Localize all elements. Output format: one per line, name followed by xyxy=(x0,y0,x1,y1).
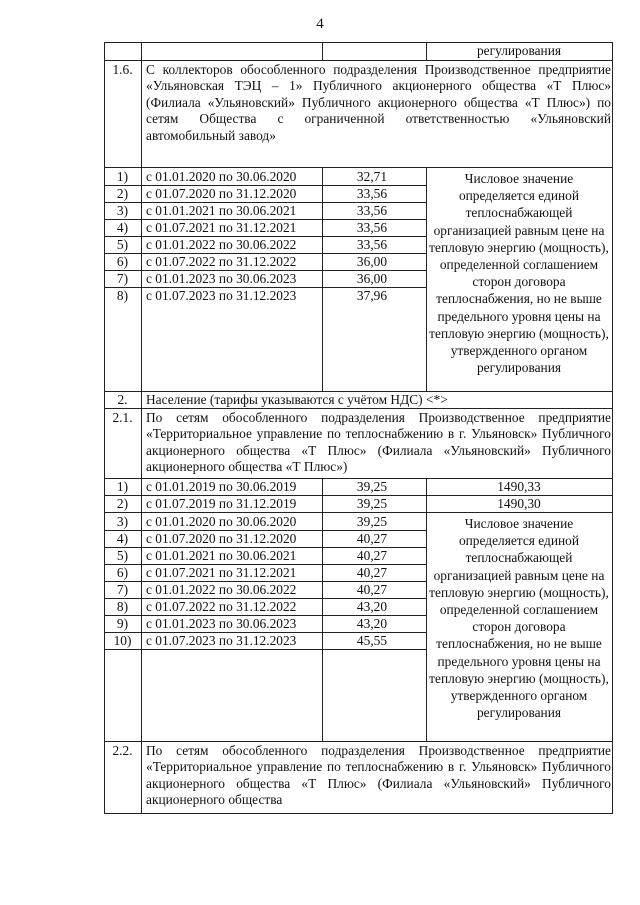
row-value: 39,25 xyxy=(356,514,388,529)
row-number: 5) xyxy=(116,237,129,252)
row-number: 1) xyxy=(116,479,129,494)
row-number: 9) xyxy=(116,616,129,631)
row-value: 39,25 xyxy=(356,479,388,494)
section-heading: С коллекторов обособленного подразделения Производственное предприятие «Ульяновская ТЭЦ – 1» Публичного акционерного общества «Т Плюс» (Филиала «Ульяновский» Публичного акционерного общества «Т Плюс») по сетям Общества с ограниченной ответственностью «Ульяновский автомобильный завод» xyxy=(146,62,611,143)
row-number: 2) xyxy=(116,496,129,511)
row-value: 33,56 xyxy=(356,237,388,252)
page-number: 4 xyxy=(316,16,324,32)
row-divider xyxy=(104,167,613,168)
row-tariff: 1490,30 xyxy=(497,496,541,511)
column-divider xyxy=(141,42,142,814)
row-period: с 01.07.2020 по 31.12.2020 xyxy=(146,531,297,546)
row-value: 32,71 xyxy=(356,169,388,184)
row-number: 6) xyxy=(116,254,129,269)
price-note: Числовое значение определяется единой теплоснабжающей организацией равным цене на тепловую энергию (мощность), определенной соглашением сторон договора теплоснабжения, но не выше предельного уровня цены на тепловую энергию (мощность), утвержденного органом регулирования xyxy=(429,171,609,376)
row-divider xyxy=(104,60,613,61)
row-value: 39,25 xyxy=(356,496,388,511)
section-number: 2.2. xyxy=(112,743,133,758)
row-number: 2) xyxy=(116,186,129,201)
row-number: 8) xyxy=(116,288,129,303)
row-period: с 01.07.2023 по 31.12.2023 xyxy=(146,633,297,648)
row-value: 33,56 xyxy=(356,186,388,201)
price-note: Числовое значение определяется единой теплоснабжающей организацией равным цене на тепловую энергию (мощность), определенной соглашением сторон договора теплоснабжения, но не выше предельного уровня цены на тепловую энергию (мощность), утвержденного органом регулирования xyxy=(429,516,609,721)
row-number: 7) xyxy=(116,271,129,286)
row-period: с 01.01.2019 по 30.06.2019 xyxy=(146,479,297,494)
column-divider xyxy=(322,42,323,60)
row-number: 1) xyxy=(116,169,129,184)
section-number: 2.1. xyxy=(112,410,133,425)
row-value: 36,00 xyxy=(356,254,388,269)
row-number: 10) xyxy=(113,633,132,648)
row-period: с 01.01.2023 по 30.06.2023 xyxy=(146,616,297,631)
row-period: с 01.07.2020 по 31.12.2020 xyxy=(146,186,297,201)
row-value: 33,56 xyxy=(356,220,388,235)
row-number: 8) xyxy=(116,599,129,614)
row-tariff: 1490,33 xyxy=(497,479,541,494)
row-value: 43,20 xyxy=(356,616,388,631)
row-number: 3) xyxy=(116,203,129,218)
row-period: с 01.07.2019 по 31.12.2019 xyxy=(146,496,297,511)
row-period: с 01.01.2020 по 30.06.2020 xyxy=(146,514,297,529)
continuation-note: регулирования xyxy=(476,43,562,58)
row-period: с 01.01.2021 по 30.06.2021 xyxy=(146,548,297,563)
row-value: 43,20 xyxy=(356,599,388,614)
row-period: с 01.01.2022 по 30.06.2022 xyxy=(146,582,297,597)
section-heading: Население (тарифы указываются с учётом НДС) <*> xyxy=(146,392,448,407)
row-period: с 01.01.2020 по 30.06.2020 xyxy=(146,169,297,184)
row-period: с 01.01.2022 по 30.06.2022 xyxy=(146,237,297,252)
row-period: с 01.07.2021 по 31.12.2021 xyxy=(146,565,297,580)
section-number: 2. xyxy=(117,392,128,407)
row-value: 37,96 xyxy=(356,288,388,303)
row-period: с 01.01.2023 по 30.06.2023 xyxy=(146,271,297,286)
row-period: с 01.07.2021 по 31.12.2021 xyxy=(146,220,297,235)
row-divider xyxy=(104,741,613,742)
row-value: 40,27 xyxy=(356,565,388,580)
row-number: 3) xyxy=(116,514,129,529)
row-number: 7) xyxy=(116,582,129,597)
section-number: 1.6. xyxy=(112,62,133,77)
row-value: 40,27 xyxy=(356,548,388,563)
row-value: 40,27 xyxy=(356,582,388,597)
row-period: с 01.07.2022 по 31.12.2022 xyxy=(146,599,297,614)
row-value: 33,56 xyxy=(356,203,388,218)
row-number: 6) xyxy=(116,565,129,580)
section-heading: По сетям обособленного подразделения Производственное предприятие «Территориальное управление по теплоснабжению в г. Ульяновск» Публичного акционерного общества «Т Плюс» (Филиала «Ульяновский» Публичного акционерного общества xyxy=(146,743,611,808)
section-heading: По сетям обособленного подразделения Производственное предприятие «Территориальное управление по теплоснабжению в г. Ульяновск» Публичного акционерного общества «Т Плюс» (Филиала «Ульяновский» Публичного акционерного общества «Т Плюс») xyxy=(146,410,611,475)
row-period: с 01.07.2023 по 31.12.2023 xyxy=(146,288,297,303)
row-value: 36,00 xyxy=(356,271,388,286)
row-number: 4) xyxy=(116,531,129,546)
row-number: 4) xyxy=(116,220,129,235)
row-number: 5) xyxy=(116,548,129,563)
row-period: с 01.07.2022 по 31.12.2022 xyxy=(146,254,297,269)
row-period: с 01.01.2021 по 30.06.2021 xyxy=(146,203,297,218)
row-value: 45,55 xyxy=(356,633,388,648)
row-value: 40,27 xyxy=(356,531,388,546)
